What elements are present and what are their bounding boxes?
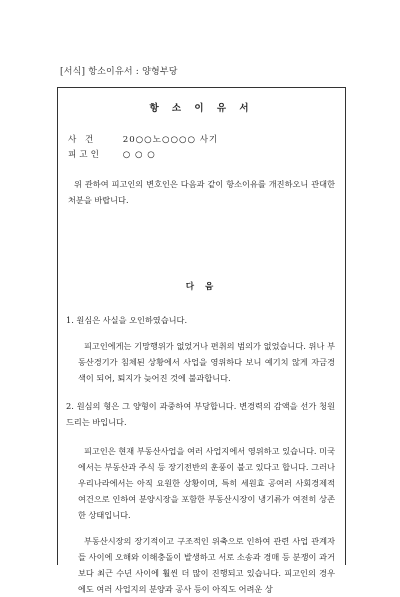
document-caption: [서식] 항소이유서 : 양형부당 — [60, 67, 178, 77]
case-value: 20○○노○○○○ 사기 — [122, 135, 219, 145]
intro-paragraph: 위 관하여 피고인의 변호인은 다음과 같이 항소이유를 개진하오니 관대한 처분을 바랍니다. — [68, 179, 335, 205]
section-2-title: 2. 원심의 형은 그 양형이 과중하여 부당합니다. 변경력의 감액을 선가 청원드리는 바입니다. — [66, 401, 335, 427]
section-2-body-1: 피고인은 현재 부동산사업을 여러 사업지에서 영위하고 있습니다. 미국에서는 부동산과 주식 등 장기전반의 훈풍이 불고 있다고 합니다. 그러나 우리나라에서는 아직 요원한 상황이며, 특히 세원효 공여러 사회경제적 여건으로 인하여 분양시장을 포함한 부동산시장이 냉기류가 여전히 상존한 상태입니다. — [78, 446, 335, 520]
document-title: 항 소 이 유 서 — [149, 103, 254, 114]
defendant-label: 피고인 — [68, 150, 102, 160]
section-1-title: 1. 원심은 사실을 오인하였습니다. — [66, 315, 188, 325]
appeal-document — [57, 87, 346, 594]
section-heading: 다 음 — [185, 282, 218, 292]
section-1-body: 피고인에게는 기망행위가 없었거나 편취의 범의가 없었습니다. 위나 부동산경기가 침체된 상황에서 사업을 영위하다 보니 예기치 않게 자금경색이 되어, 퇴지가 늦어진 것에 불과합니다. — [78, 341, 335, 383]
case-label: 사 건 — [68, 135, 97, 145]
defendant-value: ○ ○ ○ — [122, 150, 156, 160]
case-field — [68, 133, 218, 145]
defendant-field — [68, 148, 156, 160]
section-2-body-2: 부동산시장의 장기적이고 구조적인 위축으로 인하여 관련 사업 관계자들 사이에 오해와 이해충돌이 발생하고 서로 소송과 경매 등 분쟁이 과거보다 최근 수년 사이에 훨씬 더 많이 진행되고 있습니다. 피고인의 경우에도 여러 사업지의 분양과 공사 등이 아직도 어려운 상 — [78, 536, 335, 594]
